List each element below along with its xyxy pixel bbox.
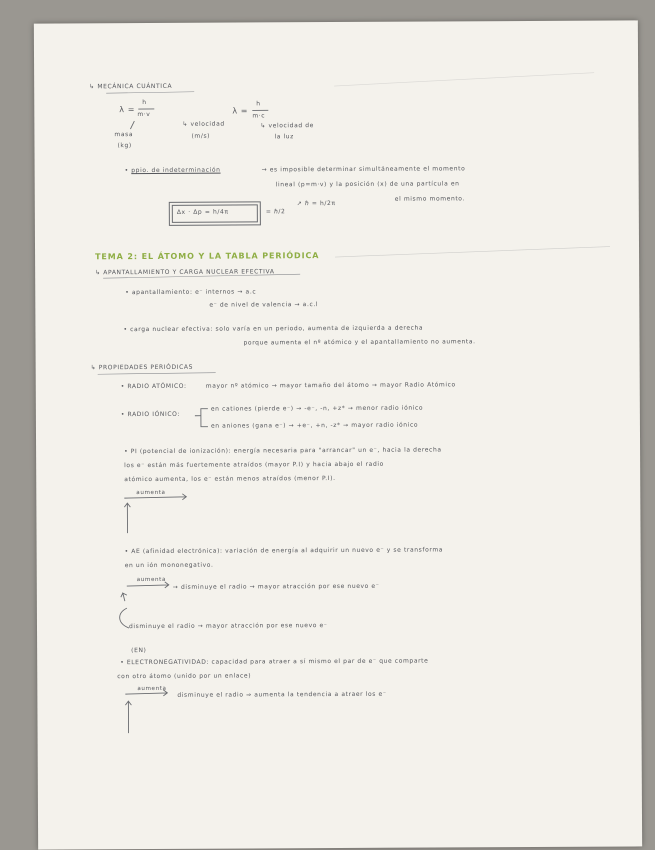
section-heading-propiedades: ↳ PROPIEDADES PERIÓDICAS <box>90 363 194 372</box>
en-line-3: disminuye el radio ⇒ aumenta la tendencia a atraer los e⁻ <box>177 690 387 699</box>
radio-atomico-text: mayor nº atómico → mayor tamaño del átomo → mayor Radio Atómico <box>205 381 456 390</box>
mass-units: (kg) <box>117 142 132 150</box>
radio-atomico-label: • RADIO ATÓMICO: <box>120 382 187 391</box>
carga-line-1: • carga nuclear efectiva: solo varía en un periodo, aumenta de izquierda a derecha <box>123 324 424 334</box>
formula-lambda-1: λ = <box>119 105 136 115</box>
subsection-apantallamiento: ↳ APANTALLAMIENTO Y CARGA NUCLEAR EFECTIVA <box>95 268 275 277</box>
light-speed-label: ↳ velocidad de <box>260 122 314 130</box>
ae-line-3: → disminuye el radio → mayor atracción por ese nuevo e⁻ <box>172 582 380 591</box>
formula-2-denominator: m·c <box>252 112 266 120</box>
carga-line-2: porque aumenta el nº atómico y el apantallamiento no aumenta. <box>243 338 476 347</box>
formula-2-numerator: h <box>256 100 261 108</box>
ae-line-4: disminuye el radio → mayor atracción por ese nuevo e⁻ <box>128 622 328 631</box>
velocity-units: (m/s) <box>191 132 211 140</box>
ppio-label: • ppio. de indeterminación <box>124 166 221 175</box>
radio-ionico-cationes: en cationes (pierde e⁻) → -e⁻, -n, +z* → menor radio iónico <box>210 404 424 413</box>
radio-ionico-label: • RADIO IÓNICO: <box>120 410 180 419</box>
en-line-1: • ELECTRONEGATIVIDAD: capacidad para atraer a sí mismo el par de e⁻ que comparte <box>120 657 429 667</box>
section-heading-mecanica: ↳ MECÁNICA CUÁNTICA <box>89 82 173 91</box>
ppio-text-3: el mismo momento. <box>394 195 466 203</box>
pi-line-3: atómico aumenta, los e⁻ están menos atraídos (menor P.I). <box>124 475 336 484</box>
ae-arrow-label: aumenta <box>136 576 167 584</box>
pi-arrow-label: aumenta <box>136 489 166 497</box>
topic-title: TEMA 2: EL ÁTOMO Y LA TABLA PERIÓDICA <box>95 251 320 262</box>
notebook-page <box>34 20 642 849</box>
en-arrow-label: aumenta <box>137 685 167 693</box>
ae-line-1: • AE (afinidad electrónica): variación de energía al adquirir un nuevo e⁻ y se transforma <box>124 546 444 556</box>
radio-ionico-aniones: en aniones (gana e⁻) → +e⁻, +n, -z* → mayor radio iónico <box>210 421 419 430</box>
velocity-label: ↳ velocidad <box>182 120 225 128</box>
hbar-fraction: = ℏ/2 <box>265 208 286 216</box>
apantallamiento-line-2: e⁻ de nivel de valencia → a.c.l <box>209 301 319 309</box>
uncertainty-formula: Δx · Δp = h/4π <box>176 208 229 216</box>
mass-label: masa <box>114 131 134 139</box>
formula-1-numerator: h <box>142 98 147 107</box>
formula-lambda-2: λ = <box>232 106 249 116</box>
en-line-2: con otro átomo (unido por un enlace) <box>117 672 252 681</box>
ppio-text-2: lineal (p=m·v) y la posición (x) de una partícula en <box>275 180 460 189</box>
apantallamiento-line-1: • apantallamiento: e⁻ internos → a.c <box>125 288 257 297</box>
en-tag: (EN) <box>131 647 147 655</box>
pi-line-2: los e⁻ están más fuertemente atraídos (mayor P.I) y hacia abajo el radio <box>124 460 384 470</box>
ppio-text-1: → es imposible determinar simultáneamente el momento <box>261 165 466 174</box>
light-speed-label-2: la luz <box>274 133 294 141</box>
ae-line-2: en un ión mononegativo. <box>124 561 214 570</box>
formula-1-denominator: m·v <box>137 110 151 119</box>
en-arrows <box>34 20 642 849</box>
hbar-definition: ↗ ℏ = h/2π <box>296 200 336 208</box>
pi-line-1: • PI (potencial de ionización): energía necesaria para "arrancar" un e⁻, hacia la derecha <box>124 446 442 456</box>
